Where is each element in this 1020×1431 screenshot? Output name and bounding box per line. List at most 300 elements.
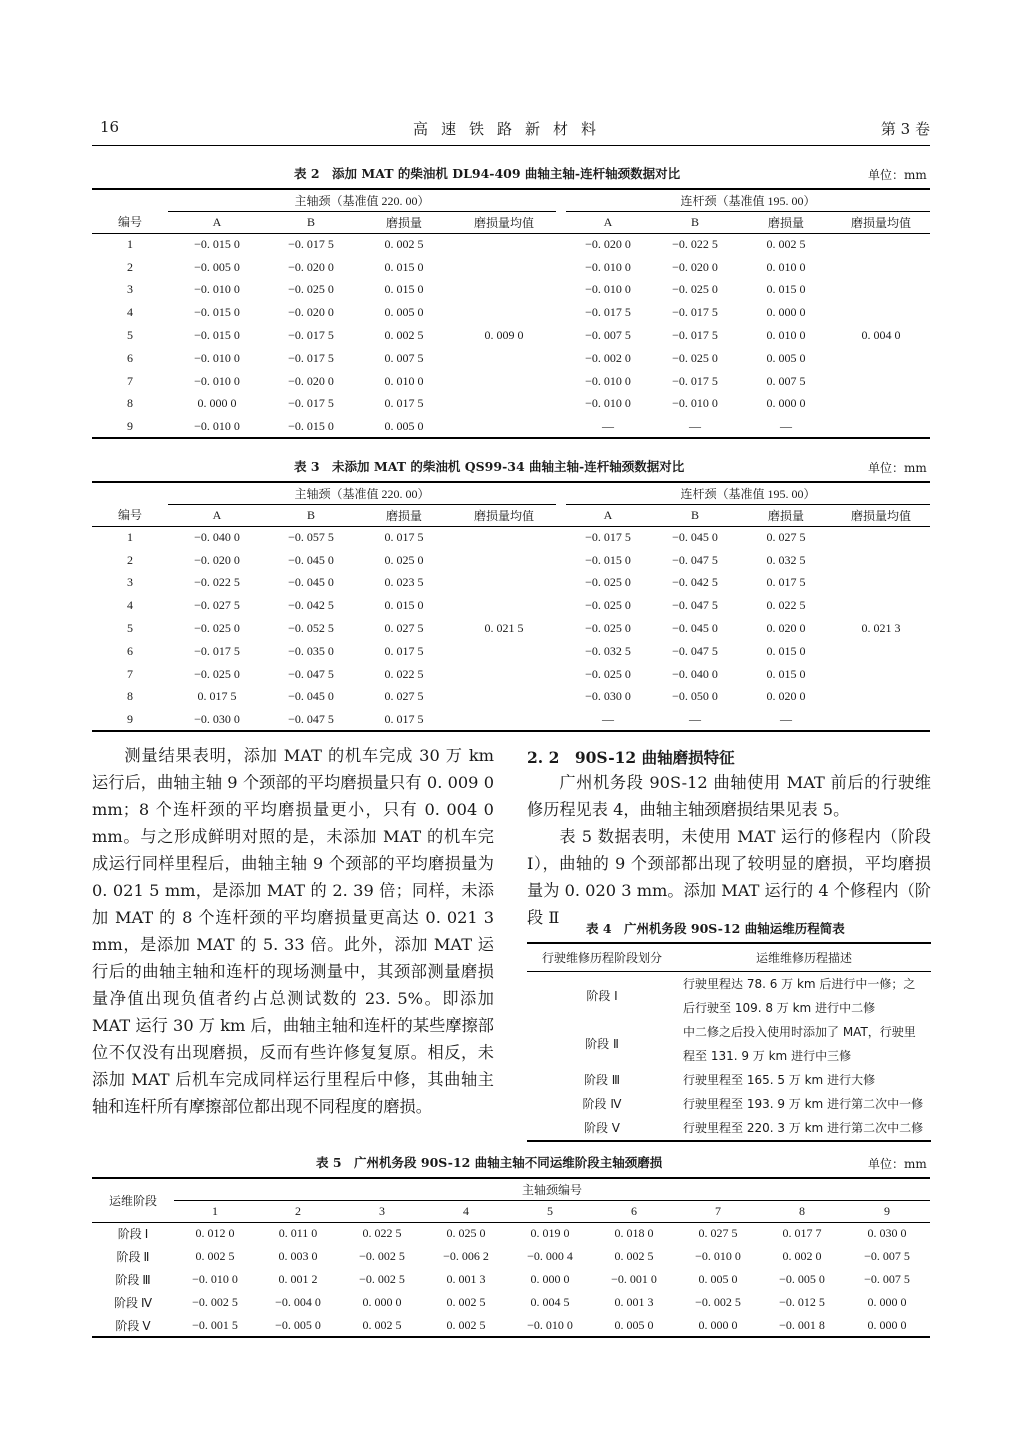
table5-cell: 0. 004 5 [530, 1295, 570, 1309]
table3-col-header: 磨损量 [356, 504, 452, 526]
table3-row [92, 617, 930, 640]
table2-cell: 0. 010 0 [384, 373, 424, 388]
table3-cell: 0. 021 5 [484, 621, 524, 636]
table2-cell [832, 256, 930, 279]
table3-group-main: 主轴颈（基准值 220. 00） [168, 482, 556, 504]
table5-stage: 阶段 Ⅰ [117, 1227, 149, 1242]
table5-journal-number: 2 [256, 1200, 340, 1222]
table4-stage: 阶段 Ⅲ [583, 1073, 621, 1087]
table3-cell: 0. 023 5 [384, 575, 424, 590]
table2-cell: 4 [127, 305, 133, 320]
table3-cell: −0. 017 5 [585, 530, 631, 545]
table3-col-header: 磨损量 [740, 504, 832, 526]
table5 [92, 1177, 930, 1338]
table5-journal-number: 1 [174, 1200, 256, 1222]
table3-row [92, 663, 930, 686]
table3-cell: −0. 047 5 [266, 708, 356, 731]
table2-cell: 0. 015 0 [384, 282, 424, 297]
table3-cell: 0. 020 0 [766, 689, 806, 704]
table3-cell [832, 663, 930, 686]
table3-row [92, 708, 930, 731]
table5-journal-number: 5 [508, 1200, 592, 1222]
table3-cell [832, 526, 930, 549]
table3-column-header [92, 504, 930, 526]
table4-row [527, 1092, 931, 1116]
table5-cell: −0. 001 0 [611, 1272, 657, 1286]
table3-cell: 2 [127, 552, 133, 567]
table3-cell: −0. 020 0 [194, 552, 240, 567]
table2-cell: 0. 005 0 [356, 415, 452, 438]
table5-cell: −0. 010 0 [192, 1272, 238, 1286]
table2-cell: 0. 000 0 [766, 305, 806, 320]
table3-cell [452, 549, 556, 572]
table3-cell: −0. 057 5 [288, 530, 334, 545]
table2-cell: −0. 015 0 [194, 328, 240, 343]
table3-cell: 0. 015 0 [384, 598, 424, 613]
table2-cell: −0. 020 0 [288, 373, 334, 388]
table2-group-main: 主轴颈（基准值 220. 00） [168, 189, 556, 211]
table5-row [92, 1222, 930, 1245]
table5-cell: 0. 025 0 [446, 1226, 486, 1241]
table2-cell: 0. 005 0 [384, 305, 424, 320]
table5-stage: 阶段 Ⅳ [113, 1296, 153, 1310]
table3-cell [452, 663, 556, 686]
table3-cell: −0. 047 5 [288, 666, 334, 681]
table3-col-header: B [650, 504, 740, 526]
table5-row [92, 1291, 930, 1314]
table2-cell: 7 [127, 373, 133, 388]
table2-cell: 1 [127, 237, 133, 252]
table3-cell [832, 594, 930, 617]
table2-cell: −0. 017 5 [672, 328, 718, 343]
table5-cell: 0. 011 0 [278, 1226, 318, 1241]
table3-cell: 0. 020 0 [766, 621, 806, 636]
table4-desc: 行驶里程达 78. 6 万 km 后进行中一修；之后行驶至 109. 8 万 km 进行中二修 [683, 976, 916, 1015]
table5-cell: −0. 002 5 [695, 1295, 741, 1309]
table3-row [92, 572, 930, 595]
table3-cell [832, 572, 930, 595]
table3-cell: −0. 045 0 [288, 575, 334, 590]
table3-row [92, 549, 930, 572]
table2-cell [452, 347, 556, 370]
table2-row [92, 415, 930, 438]
table2-cell [452, 370, 556, 393]
table5-cell: −0. 005 0 [256, 1314, 340, 1337]
table2-cell [832, 393, 930, 416]
table3-cell: −0. 042 5 [288, 598, 334, 613]
table2-cell: −0. 025 0 [672, 350, 718, 365]
table3-cell: — [650, 708, 740, 731]
table3-col-header: 编号 [92, 504, 168, 526]
table3-cell: — [740, 708, 832, 731]
table3-cell: 5 [127, 621, 133, 636]
paragraph-history: 广州机务段 90S-12 曲轴使用 MAT 前后的行驶维修历程见表 4，曲轴主轴颈磨损结果见表 5。 [527, 773, 931, 819]
table3 [92, 481, 930, 732]
table5-cell: 0. 005 0 [592, 1314, 676, 1337]
table2-cell: 0. 002 5 [766, 237, 806, 252]
table3-cell: −0. 045 0 [288, 552, 334, 567]
table3-col-header: 磨损量均值 [832, 504, 930, 526]
table5-stage: 阶段 Ⅴ [92, 1314, 174, 1337]
table5-journal-number: 4 [424, 1200, 508, 1222]
table5-cell: −0. 005 0 [779, 1272, 825, 1286]
table2-row [92, 279, 930, 302]
table2-cell: −0. 017 5 [672, 305, 718, 320]
table2-cell: 0. 002 5 [384, 328, 424, 343]
table2-col-header: 编号 [92, 211, 168, 233]
table5-cell: 0. 000 0 [530, 1272, 570, 1286]
table3-cell: −0. 025 0 [585, 666, 631, 681]
table2-cell [452, 256, 556, 279]
table5-group-header: 主轴颈编号 [174, 1178, 930, 1200]
table3-row [92, 686, 930, 709]
table5-cell: −0. 002 5 [192, 1295, 238, 1309]
section-title: 2. 2 90S-12 曲轴磨损特征 [527, 748, 735, 767]
table5-cell: −0. 010 0 [508, 1314, 592, 1337]
table3-cell [452, 572, 556, 595]
table3-cell: −0. 045 0 [672, 621, 718, 636]
table2-cell: 2 [127, 259, 133, 274]
table4-caption: 表 4 广州机务段 90S-12 曲轴运维历程简表 [586, 921, 845, 936]
table3-cell: −0. 047 5 [672, 643, 718, 658]
table3-cell [832, 708, 930, 731]
table4-desc: 行驶里程至 193. 9 万 km 进行第二次中一修 [683, 1096, 924, 1111]
table2-cell: −0. 020 0 [288, 305, 334, 320]
table5-cell: 0. 019 0 [530, 1226, 570, 1241]
table4-desc: 中二修之后投入使用时添加了 MAT，行驶里程至 131. 9 万 km 进行中三修 [683, 1024, 916, 1063]
table2-col-header: B [266, 211, 356, 233]
table5-cell: −0. 001 8 [760, 1314, 844, 1337]
left-column-text [92, 742, 494, 1120]
table2-cell: −0. 017 5 [585, 305, 631, 320]
table3-cell [452, 640, 556, 663]
table5-cell: 0. 002 5 [614, 1249, 654, 1263]
table2-cell: −0. 017 5 [672, 373, 718, 388]
journal-title: 高速铁路新材料 [412, 120, 609, 138]
table2-cell: −0. 015 0 [194, 237, 240, 252]
table2-row [92, 233, 930, 256]
table2-cell [832, 301, 930, 324]
table3-group-header [92, 482, 930, 504]
paragraph-measurement-results: 测量结果表明，添加 MAT 的机车完成 30 万 km 运行后，曲轴主轴 9 个颈部的平均磨损量只有 0. 009 0 mm；8 个连杆颈的平均磨损量更小，只有 0. 004 0 mm。与之形成鲜明对照的是，未添加 MAT 的机车完成运行同样里程后，曲轴主轴 9 个颈部的平均磨损量为 0. 021 5 mm，是添加 MAT 的 2. 39 倍；同样，未添加 MAT 的 8 个连杆颈的平均磨损量更高达 0. 021 3 mm，是添加 MAT 的 5. 33 倍。此外，添加 MAT 运行后的曲轴主轴和连杆的现场测量中，其颈部测量磨损量净值出现负值者约占总测试数的 23. 5%。即添加 MAT 运行 30 万 km 后，曲轴主轴和连杆的某些摩擦部位不仅没有出现磨损，反而有些许修复复原。相反，未添加 MAT 后机车完成同样运行里程后中修，其曲轴主轴和连杆所有摩擦部位都出现不同程度的磨损。 [92, 746, 494, 1116]
table3-cell [452, 594, 556, 617]
table2-cell: 0. 017 5 [384, 396, 424, 411]
table2-cell: 0. 005 0 [766, 350, 806, 365]
table5-cell: −0. 004 0 [275, 1295, 321, 1309]
table3-cell: 4 [127, 598, 133, 613]
table2-cell: −0. 017 5 [288, 350, 334, 365]
table5-cell: −0. 000 4 [527, 1249, 573, 1263]
table5-cell: 0. 000 0 [676, 1314, 760, 1337]
table5-cell: −0. 002 5 [359, 1249, 405, 1263]
table5-stage: 阶段 Ⅲ [115, 1273, 151, 1287]
table3-cell: 0. 017 5 [766, 575, 806, 590]
table2-caption: 表 2 添加 MAT 的柴油机 DL94-409 曲轴主轴-连杆轴颈数据对比 [294, 166, 681, 181]
table3-cell [452, 526, 556, 549]
table5-cell: 0. 000 0 [844, 1314, 930, 1337]
table2-col-header: A [566, 211, 650, 233]
table2-row [92, 347, 930, 370]
table3-group-rod: 连杆颈（基准值 195. 00） [566, 482, 930, 504]
table5-cell: −0. 002 5 [359, 1272, 405, 1286]
table2-cell [452, 415, 556, 438]
table5-caption: 表 5 广州机务段 90S-12 曲轴主轴不同运维阶段主轴颈磨损 [316, 1155, 663, 1170]
table3-cell: 0. 027 5 [384, 621, 424, 636]
table3-cell: −0. 027 5 [194, 598, 240, 613]
table2-cell: 6 [127, 350, 133, 365]
table5-cell: 0. 027 5 [698, 1226, 738, 1241]
table4-desc: 行驶里程至 165. 5 万 km 进行大修 [683, 1072, 876, 1087]
table2-cell [832, 415, 930, 438]
table3-cell: −0. 045 0 [288, 689, 334, 704]
table2-cell: 0. 000 0 [766, 396, 806, 411]
table3-cell: −0. 025 0 [585, 621, 631, 636]
table5-row [92, 1268, 930, 1291]
table2-cell: −0. 010 0 [672, 396, 718, 411]
table2-cell: −0. 022 5 [672, 237, 718, 252]
table4-desc: 行驶里程至 220. 3 万 km 进行第二次中二修 [677, 1116, 931, 1141]
table3-cell: 0. 032 5 [766, 552, 806, 567]
table2-group-rod: 连杆颈（基准值 195. 00） [566, 189, 930, 211]
table2-cell: −0. 015 0 [266, 415, 356, 438]
table3-cell: 6 [127, 643, 133, 658]
table5-cell: 0. 002 0 [782, 1249, 822, 1263]
table5-cell: 0. 012 0 [195, 1226, 235, 1241]
table2-cell: 0. 015 0 [766, 282, 806, 297]
table4-row [527, 1068, 931, 1092]
table4-row [527, 1020, 931, 1068]
table5-cell: 0. 030 0 [867, 1226, 907, 1241]
table3-cell: 1 [127, 530, 133, 545]
table2-cell: 0. 007 5 [384, 350, 424, 365]
table4-col-desc: 运维维修历程描述 [677, 943, 931, 971]
table2-cell [832, 370, 930, 393]
table2-cell: 0. 000 0 [197, 396, 237, 411]
table2-cell: −0. 025 0 [288, 282, 334, 297]
table5-cell: 0. 001 2 [278, 1272, 318, 1286]
table3-col-header: A [566, 504, 650, 526]
table2-col-header: A [168, 211, 266, 233]
table5-stage-header: 运维阶段 [92, 1178, 174, 1222]
table5-cell: 0. 005 0 [698, 1272, 738, 1286]
table3-cell: 0. 027 5 [766, 530, 806, 545]
table2-col-header: 磨损量 [740, 211, 832, 233]
table3-row [92, 526, 930, 549]
table5-journal-number: 7 [676, 1200, 760, 1222]
header-rule [92, 145, 930, 146]
table3-cell [452, 686, 556, 709]
volume-label: 第 3 卷 [880, 120, 930, 138]
table2-cell: −0. 010 0 [194, 373, 240, 388]
table3-cell: −0. 030 0 [168, 708, 266, 731]
table3-cell: 0. 017 5 [356, 708, 452, 731]
table5-cell: 0. 022 5 [362, 1226, 402, 1241]
table3-cell [452, 708, 556, 731]
table2-unit: 单位：mm [868, 168, 927, 182]
table3-col-header: 磨损量均值 [452, 504, 556, 526]
table4-col-stage: 行驶维修历程阶段划分 [527, 943, 677, 971]
table3-cell: −0. 045 0 [672, 530, 718, 545]
table3-row [92, 594, 930, 617]
table2-cell [452, 233, 556, 256]
table3-cell: 0. 021 3 [861, 621, 901, 636]
table3-cell: −0. 042 5 [672, 575, 718, 590]
table5-stage: 阶段 Ⅱ [116, 1250, 150, 1264]
table2-col-header: 磨损量均值 [452, 211, 556, 233]
table2-cell: 0. 007 5 [766, 373, 806, 388]
table5-row [92, 1314, 930, 1337]
table3-cell [832, 549, 930, 572]
table2-cell: −0. 020 0 [288, 259, 334, 274]
table5-cell: 0. 002 5 [424, 1314, 508, 1337]
table2-cell: −0. 010 0 [194, 350, 240, 365]
table4-stage: 阶段 Ⅰ [586, 989, 618, 1003]
table5-cell: 0. 002 5 [340, 1314, 424, 1337]
table5-cell: 0. 003 0 [278, 1249, 318, 1263]
table2-cell: −0. 010 0 [194, 282, 240, 297]
table3-col-header: B [266, 504, 356, 526]
table3-cell: −0. 025 0 [194, 666, 240, 681]
table2-cell [452, 279, 556, 302]
table3-unit: 单位：mm [868, 461, 927, 475]
table2-cell: — [740, 415, 832, 438]
table3-cell: −0. 017 5 [194, 643, 240, 658]
table5-journal-number: 8 [760, 1200, 844, 1222]
table2-cell: 0. 009 0 [484, 328, 524, 343]
table2-cell: 0. 004 0 [861, 328, 901, 343]
table5-cell: −0. 001 5 [174, 1314, 256, 1337]
table5-journal-number: 9 [844, 1200, 930, 1222]
table5-cell: −0. 007 5 [864, 1249, 910, 1263]
table3-cell: −0. 015 0 [585, 552, 631, 567]
table3-cell: −0. 025 0 [194, 621, 240, 636]
table5-cell: −0. 010 0 [695, 1249, 741, 1263]
table3-cell: 0. 025 0 [384, 552, 424, 567]
table2-cell: — [650, 415, 740, 438]
table3-cell: 0. 015 0 [766, 643, 806, 658]
table3-cell: −0. 040 0 [672, 666, 718, 681]
table5-cell: 0. 001 3 [614, 1295, 654, 1309]
table5-journal-number: 6 [592, 1200, 676, 1222]
table3-row [92, 640, 930, 663]
table5-cell: 0. 002 5 [195, 1249, 235, 1263]
table2-column-header [92, 211, 930, 233]
table2-cell [832, 279, 930, 302]
table2-cell: 8 [127, 396, 133, 411]
table2-cell [452, 393, 556, 416]
table3-cell: −0. 032 5 [585, 643, 631, 658]
table2-cell: −0. 010 0 [585, 373, 631, 388]
table3-cell: −0. 030 0 [585, 689, 631, 704]
table5-number-row [92, 1200, 930, 1222]
table3-cell: −0. 047 5 [672, 552, 718, 567]
table3-cell: 0. 022 5 [384, 666, 424, 681]
table2-cell: −0. 017 5 [288, 237, 334, 252]
table2-cell: −0. 010 0 [585, 259, 631, 274]
table2-row [92, 393, 930, 416]
table5-cell: 0. 000 0 [362, 1295, 402, 1309]
table2-cell: −0. 002 0 [585, 350, 631, 365]
table3-caption: 表 3 未添加 MAT 的柴油机 QS99-34 曲轴主轴-连杆轴颈数据对比 [294, 459, 685, 474]
table4-stage: 阶段 Ⅳ [582, 1097, 622, 1111]
table2-cell: 0. 015 0 [384, 259, 424, 274]
table2-cell: 5 [127, 328, 133, 343]
table2-cell: −0. 020 0 [672, 259, 718, 274]
table4-stage: 阶段 Ⅱ [585, 1037, 619, 1051]
table3-cell: −0. 047 5 [672, 598, 718, 613]
table2-row [92, 301, 930, 324]
table5-cell: −0. 006 2 [443, 1249, 489, 1263]
paragraph-table5-analysis: 表 5 数据表明，未使用 MAT 运行的修程内（阶段 Ⅰ），曲轴的 9 个颈部都出现了较明显的磨损，平均磨损量为 0. 020 3 mm。添加 MAT 运行的 4 个修程内（阶段 Ⅱ [527, 827, 931, 927]
table3-cell: 0. 022 5 [766, 598, 806, 613]
table2-cell: −0. 007 5 [585, 328, 631, 343]
table3-cell: 0. 017 5 [384, 530, 424, 545]
table3-cell: 3 [127, 575, 133, 590]
table2-cell: −0. 005 0 [194, 259, 240, 274]
table3-cell: −0. 025 0 [585, 598, 631, 613]
table5-unit: 单位：mm [868, 1157, 927, 1171]
table5-row [92, 1245, 930, 1268]
table3-cell: 0. 027 5 [384, 689, 424, 704]
table2-cell: −0. 010 0 [168, 415, 266, 438]
table2-cell: −0. 017 5 [288, 328, 334, 343]
page-number: 16 [100, 118, 120, 136]
table2-cell: 0. 010 0 [766, 328, 806, 343]
table3-col-header: A [168, 504, 266, 526]
table2-cell: −0. 017 5 [288, 396, 334, 411]
table2-col-header: 磨损量 [356, 211, 452, 233]
table2-cell: 0. 010 0 [766, 259, 806, 274]
table3-cell [832, 686, 930, 709]
table2-cell: −0. 010 0 [585, 282, 631, 297]
table5-cell: 0. 001 3 [446, 1272, 486, 1286]
table2-cell: — [566, 415, 650, 438]
table5-cell: 0. 000 0 [867, 1295, 907, 1309]
table2 [92, 188, 930, 439]
table4-header [527, 943, 931, 971]
page-header [92, 118, 930, 146]
table2-cell: 9 [92, 415, 168, 438]
table4-row [527, 1116, 931, 1141]
table5-cell: −0. 007 5 [864, 1272, 910, 1286]
table2-cell: −0. 010 0 [585, 396, 631, 411]
table3-cell: 9 [92, 708, 168, 731]
table2-row [92, 256, 930, 279]
table5-journal-number: 3 [340, 1200, 424, 1222]
table5-cell: 0. 018 0 [614, 1226, 654, 1241]
table3-cell: −0. 035 0 [288, 643, 334, 658]
right-column-text [527, 769, 931, 931]
table3-cell: −0. 052 5 [288, 621, 334, 636]
table3-cell: 0. 017 5 [197, 689, 237, 704]
table2-cell [832, 347, 930, 370]
table2-group-header [92, 189, 930, 211]
table2-col-header: 磨损量均值 [832, 211, 930, 233]
table5-cell: 0. 002 5 [446, 1295, 486, 1309]
table2-row [92, 324, 930, 347]
table3-cell: −0. 040 0 [194, 530, 240, 545]
table5-cell: −0. 012 5 [779, 1295, 825, 1309]
table2-cell: −0. 025 0 [672, 282, 718, 297]
table3-cell: 8 [127, 689, 133, 704]
table2-col-header: B [650, 211, 740, 233]
table5-cell: 0. 017 7 [782, 1226, 822, 1241]
table3-cell: −0. 050 0 [672, 689, 718, 704]
table4 [527, 942, 931, 1142]
table2-cell: −0. 015 0 [194, 305, 240, 320]
table2-cell [832, 233, 930, 256]
table2-cell: 0. 002 5 [384, 237, 424, 252]
